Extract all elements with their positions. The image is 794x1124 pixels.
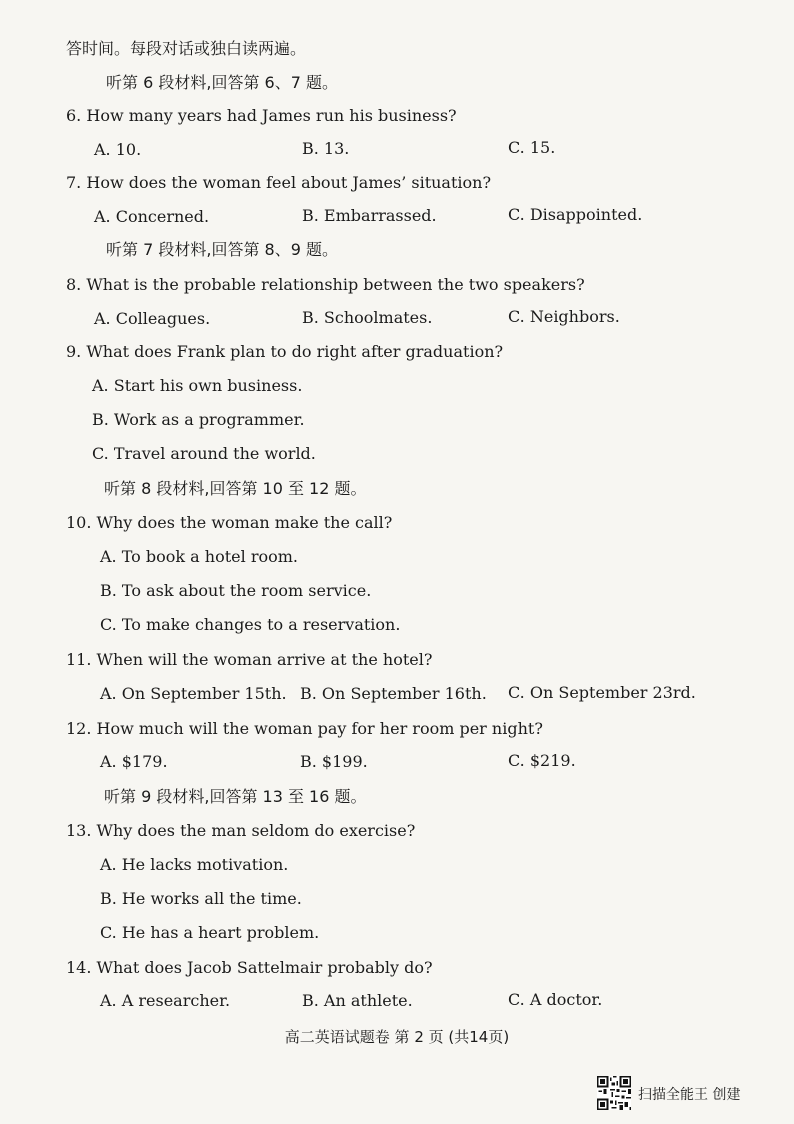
question-10 <box>66 513 392 533</box>
question-text: What does Jacob Sattelmair probably do? <box>96 958 433 977</box>
question-number: 9. <box>66 342 82 361</box>
option-7a: A. Concerned. <box>94 207 210 226</box>
question-text: What does Frank plan to do right after graduation? <box>86 342 504 361</box>
option-14b: B. An athlete. <box>302 991 413 1010</box>
option-9c: C. Travel around the world. <box>92 444 316 463</box>
option-11c: C. On September 23rd. <box>508 683 696 702</box>
option-13c: C. He has a heart problem. <box>100 923 320 942</box>
question-text: What is the probable relationship between the two speakers? <box>86 275 585 294</box>
option-7b: B. Embarrassed. <box>302 206 437 225</box>
question-text: When will the woman arrive at the hotel? <box>96 650 433 669</box>
option-8b: B. Schoolmates. <box>302 308 433 327</box>
option-13a: A. He lacks motivation. <box>100 855 289 874</box>
option-8c: C. Neighbors. <box>508 307 620 326</box>
option-8a: A. Colleagues. <box>94 309 211 328</box>
option-10c: C. To make changes to a reservation. <box>100 615 401 634</box>
option-11a: A. On September 15th. <box>100 684 287 703</box>
question-text: Why does the man seldom do exercise? <box>96 821 416 840</box>
question-number: 8. <box>66 275 82 294</box>
intro-line: 答时间。每段对话或独白读两遍。 <box>66 39 307 58</box>
option-10b: B. To ask about the room service. <box>100 581 372 600</box>
option-6a: A. 10. <box>94 140 142 159</box>
section-heading-6: 听第 6 段材料,回答第 6、7 题。 <box>106 73 338 92</box>
question-13 <box>66 821 415 841</box>
question-8 <box>66 275 585 295</box>
question-number: 6. <box>66 106 82 125</box>
question-text: How much will the woman pay for her room per night? <box>96 719 543 738</box>
question-text: Why does the woman make the call? <box>96 513 393 532</box>
option-13b: B. He works all the time. <box>100 889 302 908</box>
option-11b: B. On September 16th. <box>300 684 487 703</box>
page-footer: 高二英语试题卷 第 2 页 (共14页) <box>284 1028 510 1046</box>
question-14 <box>66 958 433 978</box>
option-6b: B. 13. <box>302 139 350 158</box>
option-9b: B. Work as a programmer. <box>92 410 305 429</box>
question-11 <box>66 650 432 670</box>
scanner-watermark: 扫描全能王 创建 <box>638 1087 741 1103</box>
option-6c: C. 15. <box>508 138 556 157</box>
question-text: How does the woman feel about James’ situation? <box>86 173 492 192</box>
question-number: 11. <box>66 650 92 669</box>
question-7 <box>66 173 491 193</box>
section-heading-7: 听第 7 段材料,回答第 8、9 题。 <box>106 240 338 259</box>
question-number: 12. <box>66 719 92 738</box>
qr-code-icon <box>597 1076 631 1110</box>
option-12c: C. $219. <box>508 751 576 770</box>
question-12 <box>66 719 543 739</box>
section-heading-9: 听第 9 段材料,回答第 13 至 16 题。 <box>104 787 367 806</box>
question-9 <box>66 342 503 362</box>
option-14a: A. A researcher. <box>100 991 231 1010</box>
question-number: 13. <box>66 821 92 840</box>
option-7c: C. Disappointed. <box>508 205 643 224</box>
question-number: 10. <box>66 513 92 532</box>
question-number: 7. <box>66 173 82 192</box>
question-number: 14. <box>66 958 92 977</box>
section-heading-8: 听第 8 段材料,回答第 10 至 12 题。 <box>104 479 367 498</box>
option-14c: C. A doctor. <box>508 990 603 1009</box>
question-text: How many years had James run his business? <box>86 106 457 125</box>
option-9a: A. Start his own business. <box>92 376 303 395</box>
option-12a: A. $179. <box>100 752 168 771</box>
question-6 <box>66 106 457 126</box>
option-12b: B. $199. <box>300 752 368 771</box>
option-10a: A. To book a hotel room. <box>100 547 298 566</box>
